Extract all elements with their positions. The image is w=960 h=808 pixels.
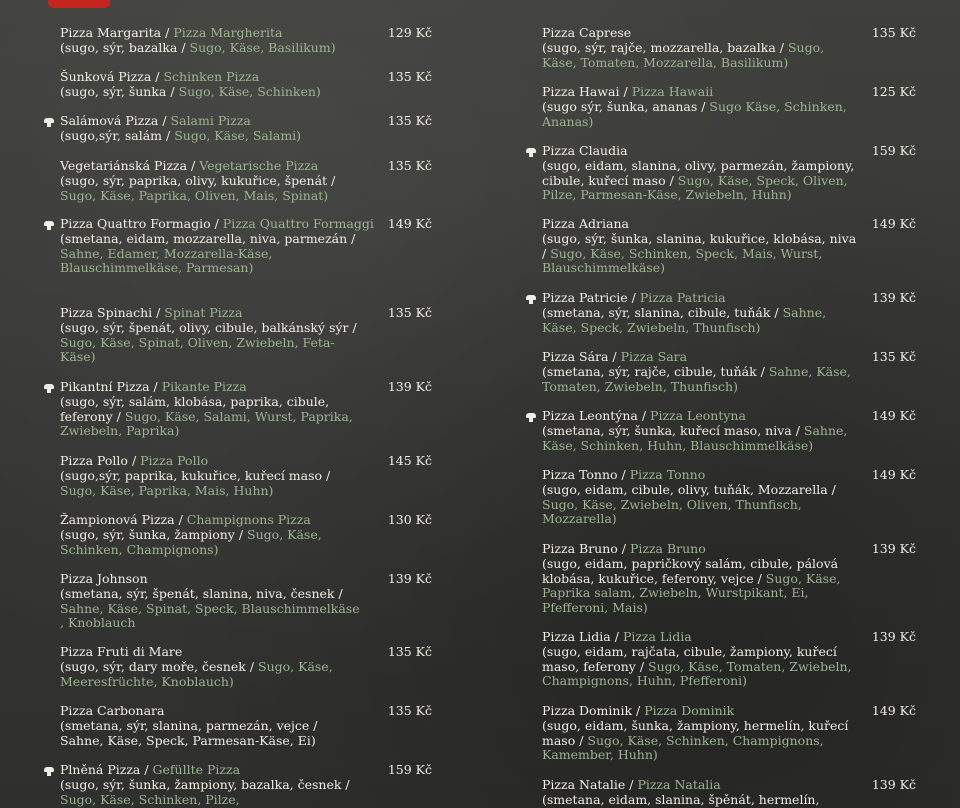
item-name-de: Pizza Sara [620, 349, 688, 364]
item-description-de: Sahne, Käse, Schinken, Huhn, Blauschimmelkäse) [542, 422, 848, 453]
item-price: 135 Kč [387, 158, 432, 173]
item-name: Pizza Tonno / Pizza Tonno [542, 467, 706, 482]
item-description: (sugo, sýr, paprika, olivy, kukuřice, špenát / Sugo, Käse, Paprika, Oliven, Mais, Spinat) [60, 172, 336, 203]
item-description: (smetana, sýr, šunka, kuřecí maso, niva / Sahne, Käse, Schinken, Huhn, Blauschimmelkäse) [542, 422, 848, 453]
item-description-de: Sahne, Käse, Spinat, Speck, Blauschimmelkäse , Knoblauch [60, 600, 360, 631]
item-description-cz: (sugo, sýr, šunka [60, 83, 167, 99]
item-description: (sugo, sýr, salám, klobása, paprika, cibule, feferony / Sugo, Käse, Salami, Wurst, Paprika, Zwiebeln, Paprika) [60, 393, 353, 439]
item-name [60, 704, 360, 719]
item-description: (sugo, sýr, bazalka / Sugo, Käse, Basilikum) [60, 39, 336, 55]
item-name-de: Vegetarische Pizza [199, 158, 319, 173]
item-name-cz: Pizza Natalie [542, 777, 626, 792]
item-description-cz: (smetana, sýr, špenát, slanina, niva, česnek [60, 585, 335, 601]
item-price: 149 Kč [387, 216, 432, 231]
item-description-de: Sugo, Käse, Schinken) [178, 83, 321, 99]
item-name-cz: Pizza Adriana [542, 216, 629, 231]
item-name: Pizza Natalie / Pizza Natalia [542, 777, 721, 792]
item-description-de: Sugo, Käse, Schinken, Pilze, [60, 791, 240, 807]
item-name-cz: Pizza Pollo [60, 453, 128, 468]
item-description: (sugo,sýr, paprika, kukuřice, kuřecí maso / Sugo, Käse, Paprika, Mais, Huhn) [60, 467, 331, 498]
item-price: 159 Kč [871, 143, 916, 158]
item-price: 159 Kč [387, 762, 432, 777]
item-description-cz: (sugo, sýr, šunka, žampiony [60, 526, 235, 542]
item-description: (sugo, eidam, papričkový salám, cibule, pálová klobása, kukuřice, feferony, vejce / Sugo, Käse, Paprika salam, Zwiebeln, Wurstpikant, Ei, Pfefferoni, Mais) [542, 555, 841, 616]
item-price: 139 Kč [871, 290, 916, 305]
item-name: Pizza Hawai / Pizza Hawaii [542, 84, 714, 99]
item-name-cz: Pizza Leontýna [542, 408, 638, 423]
item-price: 135 Kč [387, 305, 432, 320]
item-price: 135 Kč [871, 349, 916, 364]
item-name-cz: Pizza Fruti di Mare [60, 644, 183, 659]
item-name-cz: Plněná Pizza [60, 762, 141, 777]
item-name-cz: Pizza Patricie [542, 290, 628, 305]
item-description-cz: (sugo, sýr, špenát, olivy, cibule, balkánský sýr [60, 319, 349, 335]
item-name-cz: Pizza Lidia [542, 629, 611, 644]
item-name-de: Pizza Hawaii [631, 84, 714, 99]
item-description: (smetana, sýr, rajče, cibule, tuňák / Sahne, Käse, Tomaten, Zwiebeln, Thunfisch) [542, 363, 851, 394]
item-description: (sugo, sýr, dary moře, česnek / Sugo, Käse, Meeresfrüchte, Knoblauch) [60, 658, 333, 689]
item-description: (sugo,sýr, salám / Sugo, Käse, Salami) [60, 127, 302, 143]
item-name: Salámová Pizza / Salami Pizza [60, 113, 251, 128]
item-name [542, 144, 862, 159]
item-description: (sugo, sýr, šunka, žampiony, bazalka, česnek / Sugo, Käse, Schinken, Pilze, [60, 776, 350, 807]
item-name-de: Pizza Bruno [629, 541, 706, 556]
item-description: (sugo, eidam, šunka, žampiony, hermelín, kuřecí maso / Sugo, Käse, Schinken, Champignons, Kamember, Huhn) [542, 717, 849, 763]
item-price: 139 Kč [871, 777, 916, 792]
item-description-de: Sugo, Käse, Schinken, Champignons) [60, 526, 322, 557]
item-description-de: Sugo, Käse, Paprika, Oliven, Mais, Spinat) [60, 187, 329, 203]
item-name-cz: Vegetariánská Pizza [60, 158, 188, 173]
item-description: (sugo, sýr, šunka, slanina, kukuřice, klobása, niva / Sugo, Käse, Schinken, Speck, Mais, Wurst, Blauschimmelkäse) [542, 230, 857, 276]
item-name-cz: Pizza Dominik [542, 703, 633, 718]
item-description-cz: (sugo, eidam, cibule, olivy, tuňák, Mozzarella [542, 481, 828, 497]
item-description-de: Sugo, Käse, Paprika salam, Zwiebeln, Wurstpikant, Ei, Pfefferoni, Mais) [542, 570, 841, 616]
item-description-de: Sahne, Käse, Speck, Zwiebeln, Thunfisch) [542, 304, 827, 335]
item-name-de: Pikante Pizza [161, 379, 247, 394]
item-name-de: Gefüllte Pizza [152, 762, 241, 777]
item-description-de: Sahne, Käse, Tomaten, Zwiebeln, Thunfisch) [542, 363, 851, 394]
item-price: 130 Kč [387, 512, 432, 527]
item-name-de: Spinat Pizza [164, 305, 243, 320]
item-description: (sugo, eidam, cibule, olivy, tuňák, Mozzarella / Sugo, Käse, Zwiebeln, Oliven, Thunfisch, Mozzarella) [542, 481, 836, 527]
item-name [542, 217, 862, 232]
item-description: (smetana, eidam, mozzarella, niva, parmezán / Sahne, Edamer, Mozzarella-Käse, Blauschimmelkäse, Parmesan) [60, 230, 356, 276]
item-name: Pizza Patricie / Pizza Patricia [542, 290, 726, 305]
item-price: 149 Kč [871, 408, 916, 423]
item-description-cz: (sugo, eidam, slanina, olivy, parmezán, žampiony, cibule, kuřecí maso [542, 157, 855, 188]
item-description: (sugo, eidam, slanina, olivy, parmezán, žampiony, cibule, kuřecí maso / Sugo, Käse, Speck, Oliven, Pilze, Parmesan-Käse, Zwiebeln, Huhn) [542, 157, 855, 203]
item-name-de: Pizza Natalia [637, 777, 721, 792]
item-name: Pizza Leontýna / Pizza Leontyna [542, 408, 746, 423]
item-price: 135 Kč [387, 703, 432, 718]
item-description-cz: (sugo, sýr, šunka, slanina, kukuřice, klobása, niva [542, 230, 857, 246]
item-name-de: Pizza Margherita [173, 25, 283, 40]
item-price: 135 Kč [387, 644, 432, 659]
item-name-cz: Pizza Margarita [60, 25, 162, 40]
item-description-cz: (sugo,sýr, paprika, kukuřice, kuřecí maso [60, 467, 323, 483]
item-description: (smetana, sýr, slanina, cibule, tuňák / Sahne, Käse, Speck, Zwiebeln, Thunfisch) [542, 304, 827, 335]
item-name [60, 572, 360, 587]
item-description-cz: (smetana, sýr, rajče, cibule, tuňák [542, 363, 757, 379]
chef-hat-icon [44, 118, 54, 128]
item-description-de: Sugo, Käse, Tomaten, Zwiebeln, Champignons, Huhn, Pfefferoni) [542, 658, 852, 689]
chef-hat-icon [526, 413, 536, 423]
item-price: 149 Kč [871, 467, 916, 482]
item-name-de: Pizza Leontyna [650, 408, 746, 423]
item-name: Pizza Margarita / Pizza Margherita [60, 25, 283, 40]
item-name: Vegetariánská Pizza / Vegetarische Pizza [60, 158, 319, 173]
item-description-de: Sugo, Käse, Tomaten, Mozzarella, Basilikum) [542, 39, 825, 70]
item-description [60, 719, 360, 749]
item-price: 139 Kč [387, 379, 432, 394]
item-name-cz: Pizza Quattro Formagio [60, 216, 211, 231]
item-description-de: Sugo, Käse, Spinat, Oliven, Zwiebeln, Feta-Käse) [60, 334, 335, 365]
item-name: Pizza Lidia / Pizza Lidia [542, 629, 692, 644]
item-name: Šunková Pizza / Schinken Pizza [60, 69, 260, 84]
item-name: Pizza Spinachi / Spinat Pizza [60, 305, 243, 320]
item-name-cz: Šunková Pizza [60, 69, 152, 84]
item-description-de: Sahne, Edamer, Mozzarella-Käse, Blauschimmelkäse, Parmesan) [60, 245, 273, 276]
item-name: Pikantní Pizza / Pikante Pizza [60, 379, 247, 394]
item-description-cz: (sugo, eidam, šunka, žampiony, hermelín, kuřecí maso [542, 717, 849, 748]
item-name: Pizza Quattro Formagio / Pizza Quattro Formaggi [60, 216, 374, 231]
item-name: Plněná Pizza / Gefüllte Pizza [60, 762, 241, 777]
item-name: Pizza Pollo / Pizza Pollo [60, 453, 209, 468]
item-name [60, 645, 360, 660]
item-price: 149 Kč [871, 703, 916, 718]
chef-hat-icon [44, 384, 54, 394]
item-price: 139 Kč [871, 541, 916, 556]
item-description-cz: (sugo, eidam, rajčata, cibule, žampiony, kuřecí maso, feferony [542, 643, 837, 674]
chef-hat-icon [526, 295, 536, 305]
red-header-tab [48, 0, 110, 8]
item-name: Žampionová Pizza / Champignons Pizza [60, 512, 311, 527]
chef-hat-icon [44, 221, 54, 231]
item-name-de: Pizza Pollo [140, 453, 209, 468]
item-name: Pizza Sára / Pizza Sara [542, 349, 688, 364]
item-description-de: Sugo, Käse, Schinken, Speck, Mais, Wurst, Blauschimmelkäse) [542, 245, 823, 276]
item-price: 125 Kč [871, 84, 916, 99]
item-price: 135 Kč [871, 25, 916, 40]
item-description-cz: (sugo, sýr, salám, klobása, paprika, cibule, feferony [60, 393, 330, 424]
item-name-de: Pizza Dominik [644, 703, 735, 718]
item-description: (sugo, sýr, šunka / Sugo, Käse, Schinken) [60, 83, 321, 99]
item-description-de: Sugo, Käse, Basilikum) [189, 39, 336, 55]
item-name-cz: Pizza Claudia [542, 143, 628, 158]
item-name-cz: Pizza Johnson [60, 571, 148, 586]
item-description-cz: (sugo, sýr, dary moře, česnek [60, 658, 246, 674]
item-description-de: Sugo, Käse, Paprika, Mais, Huhn) [60, 482, 274, 498]
item-description-cz: (smetana, sýr, slanina, parmezán, vejce / Sahne, Käse, Speck, Parmesan-Käse, Ei) [60, 717, 318, 748]
item-description-de: Sugo Käse, Schinken, Ananas) [542, 98, 847, 129]
item-name-de: Pizza Quattro Formaggi [222, 216, 374, 231]
item-name-cz: Pizza Caprese [542, 25, 632, 40]
item-price: 135 Kč [387, 69, 432, 84]
item-name-de: Pizza Tonno [629, 467, 706, 482]
item-name [542, 26, 862, 41]
item-description-cz: (smetana, eidam, mozzarella, niva, parmezán [60, 230, 348, 246]
item-description-cz: (sugo, eidam, papričkový salám, cibule, pálová klobása, kukuřice, feferony, vejce [542, 555, 839, 586]
item-price: 129 Kč [387, 25, 432, 40]
item-description: (sugo, eidam, rajčata, cibule, žampiony, kuřecí maso, feferony / Sugo, Käse, Tomaten, Zwiebeln, Champignons, Huhn, Pfefferoni) [542, 643, 852, 689]
item-name-cz: Žampionová Pizza [60, 512, 175, 527]
chef-hat-icon [526, 148, 536, 158]
item-price: 139 Kč [387, 571, 432, 586]
item-name: Pizza Dominik / Pizza Dominik [542, 703, 735, 718]
item-description-de: Sugo, Käse, Speck, Oliven, Pilze, Parmesan-Käse, Zwiebeln, Huhn) [542, 172, 848, 203]
item-name-cz: Salámová Pizza [60, 113, 159, 128]
item-description: (sugo sýr, šunka, ananas / Sugo Käse, Schinken, Ananas) [542, 98, 847, 129]
item-description-cz: (sugo, sýr, bazalka [60, 39, 178, 55]
item-description-cz: (smetana, eidam, slanina, špěnát, hermelín, [542, 791, 820, 807]
item-description: (sugo, sýr, rajče, mozzarella, bazalka / Sugo, Käse, Tomaten, Mozzarella, Basilikum) [542, 39, 825, 70]
item-name-cz: Pizza Bruno [542, 541, 618, 556]
item-description-cz: (smetana, sýr, šunka, kuřecí maso, niva [542, 422, 792, 438]
item-description: (sugo, sýr, šunka, žampiony / Sugo, Käse, Schinken, Champignons) [60, 526, 322, 557]
item-description-de: Sugo, Käse, Salami, Wurst, Paprika, Zwiebeln, Paprika) [60, 408, 353, 439]
item-name: Pizza Bruno / Pizza Bruno [542, 541, 706, 556]
item-name-de: Champignons Pizza [186, 512, 311, 527]
item-description-cz: (smetana, sýr, slanina, cibule, tuňák [542, 304, 771, 320]
item-description-cz: (sugo, sýr, rajče, mozzarella, bazalka [542, 39, 776, 55]
item-description [542, 793, 862, 808]
item-description-de: Sugo, Käse, Schinken, Champignons, Kamember, Huhn) [542, 732, 824, 763]
item-price: 135 Kč [387, 113, 432, 128]
item-name-cz: Pizza Hawai [542, 84, 620, 99]
item-price: 145 Kč [387, 453, 432, 468]
item-name-de: Pizza Lidia [622, 629, 692, 644]
item-description-cz: (sugo sýr, šunka, ananas [542, 98, 698, 114]
item-description-de: Sugo, Käse, Zwiebeln, Oliven, Thunfisch, Mozzarella) [542, 496, 802, 527]
item-description-cz: (sugo,sýr, salám [60, 127, 163, 143]
item-price: 139 Kč [871, 629, 916, 644]
item-name-cz: Pizza Sára [542, 349, 609, 364]
chef-hat-icon [44, 767, 54, 777]
item-price: 149 Kč [871, 216, 916, 231]
item-name-de: Salami Pizza [170, 113, 251, 128]
item-name-cz: Pikantní Pizza [60, 379, 150, 394]
item-description: (smetana, sýr, špenát, slanina, niva, česnek / Sahne, Käse, Spinat, Speck, Blauschimmelkäse , Knoblauch [60, 585, 360, 631]
item-description-de: Sugo, Käse, Meeresfrüchte, Knoblauch) [60, 658, 333, 689]
item-name-cz: Pizza Carbonara [60, 703, 165, 718]
item-name-cz: Pizza Tonno [542, 467, 618, 482]
item-description: (sugo, sýr, špenát, olivy, cibule, balkánský sýr / Sugo, Käse, Spinat, Oliven, Zwiebeln, Feta-Käse) [60, 319, 357, 365]
item-name-de: Pizza Patricia [639, 290, 726, 305]
item-description-cz: (sugo, sýr, paprika, olivy, kukuřice, špenát [60, 172, 328, 188]
item-name-de: Schinken Pizza [163, 69, 260, 84]
item-name-cz: Pizza Spinachi [60, 305, 153, 320]
item-description-de: Sugo, Käse, Salami) [174, 127, 302, 143]
item-description-cz: (sugo, sýr, šunka, žampiony, bazalka, česnek [60, 776, 342, 792]
